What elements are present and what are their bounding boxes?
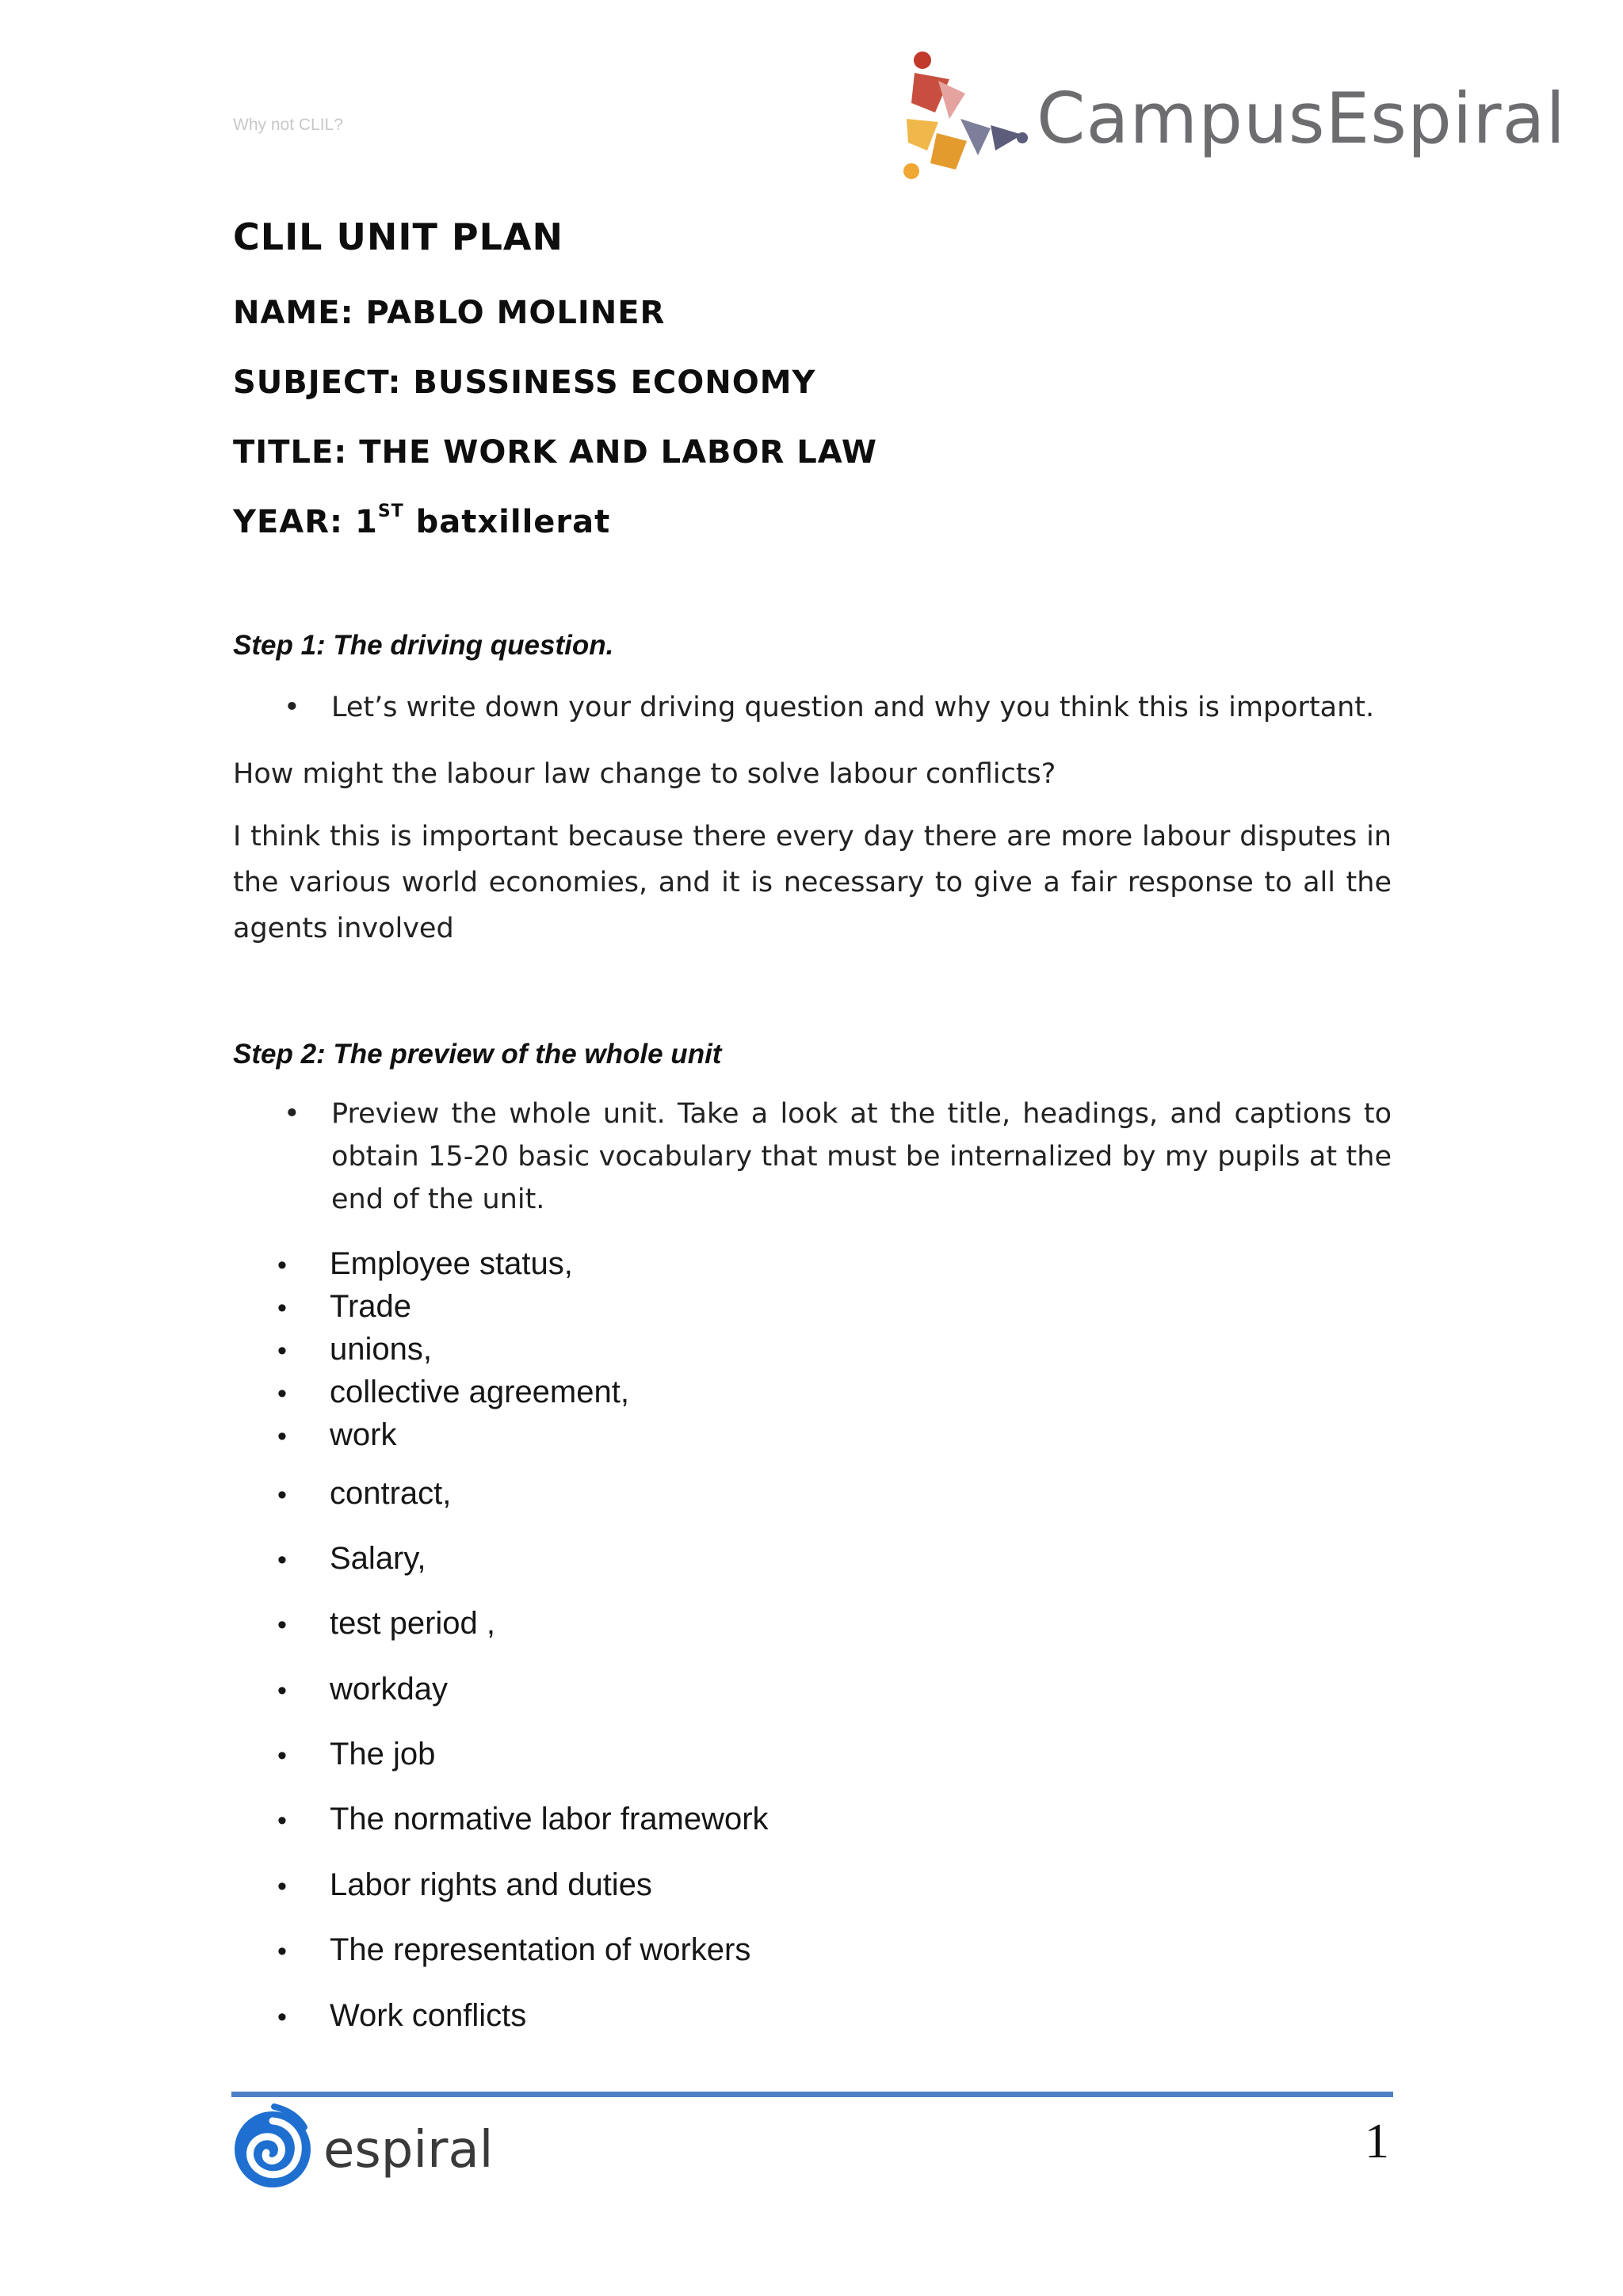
step-1-bullet: • Let’s write down your driving question and why you think this is important. [285, 686, 1392, 729]
espiral-logo [231, 2103, 501, 2199]
importance-paragraph: I think this is important because there every day there are more labour disputes in the various world economies, and it is necessary to give a fair response to all the agents involved [233, 821, 1392, 944]
subject-line: SUBJECT: BUSSINESS ECONOMY [233, 364, 816, 401]
vocabulary-item: • Work conflicts [277, 1998, 527, 2033]
vocabulary-item: • collective agreement, [277, 1375, 629, 1409]
vocabulary-item: • Salary, [277, 1541, 426, 1576]
bullet-icon: • [277, 1293, 287, 1323]
vocabulary-item: • Employee status, [277, 1246, 573, 1281]
page-number: 1 [1365, 2115, 1389, 2168]
vocabulary-item: • contract, [277, 1476, 452, 1511]
vocabulary-item: • workday [277, 1672, 448, 1707]
driving-question: How might the labour law change to solve labour conflicts? [233, 758, 1056, 790]
bullet-icon: • [284, 692, 300, 723]
vocabulary-item: • The job [277, 1737, 436, 1772]
step-1-heading: Step 1: The driving question. [233, 630, 614, 661]
bullet-icon: • [277, 1250, 287, 1280]
vocabulary-item: • The normative labor framework [277, 1802, 769, 1836]
vocabulary-item: • Labor rights and duties [277, 1867, 652, 1902]
year-line: YEAR: 1ST batxillerat [233, 501, 611, 540]
bullet-icon: • [277, 1421, 287, 1451]
vocabulary-item: • The representation of workers [277, 1932, 751, 1967]
bullet-icon: • [284, 1098, 300, 1130]
bullet-icon: • [277, 1336, 287, 1366]
bullet-icon: • [277, 1741, 287, 1771]
bullet-icon: • [277, 2002, 287, 2032]
campusespiral-logo [903, 46, 1566, 189]
title-line: TITLE: THE WORK AND LABOR LAW [233, 434, 878, 471]
footer-rule [231, 2092, 1393, 2097]
bullet-icon: • [277, 1545, 287, 1575]
bullet-icon: • [277, 1806, 287, 1836]
bullet-icon: • [277, 1936, 287, 1966]
bullet-icon: • [277, 1610, 287, 1640]
bullet-icon: • [277, 1676, 287, 1706]
vocabulary-item: • work [277, 1417, 397, 1452]
bullet-icon: • [277, 1871, 287, 1901]
step-2-bullet: • Preview the whole unit. Take a look at the title, headings, and captions to obtain 15-20 basic vocabulary that must be internalized by my pupils at the end of the unit. [285, 1093, 1392, 1221]
running-header: Why not CLIL? [233, 116, 343, 134]
name-line: NAME: PABLO MOLINER [233, 295, 666, 331]
vocabulary-item: • test period , [277, 1606, 496, 1641]
unit-plan-heading: CLIL UNIT PLAN [233, 215, 563, 258]
espiral-swirl-icon [231, 2103, 319, 2191]
vocabulary-item: • unions, [277, 1332, 432, 1367]
campusespiral-wordmark: CampusEspiral [1037, 78, 1566, 159]
bullet-icon: • [277, 1480, 287, 1510]
step-2-heading: Step 2: The preview of the whole unit [233, 1039, 722, 1070]
campusespiral-symbol-icon [903, 46, 1030, 189]
bullet-icon: • [277, 1379, 287, 1409]
espiral-wordmark: espiral [323, 2121, 494, 2180]
vocabulary-item: • Trade [277, 1289, 412, 1324]
